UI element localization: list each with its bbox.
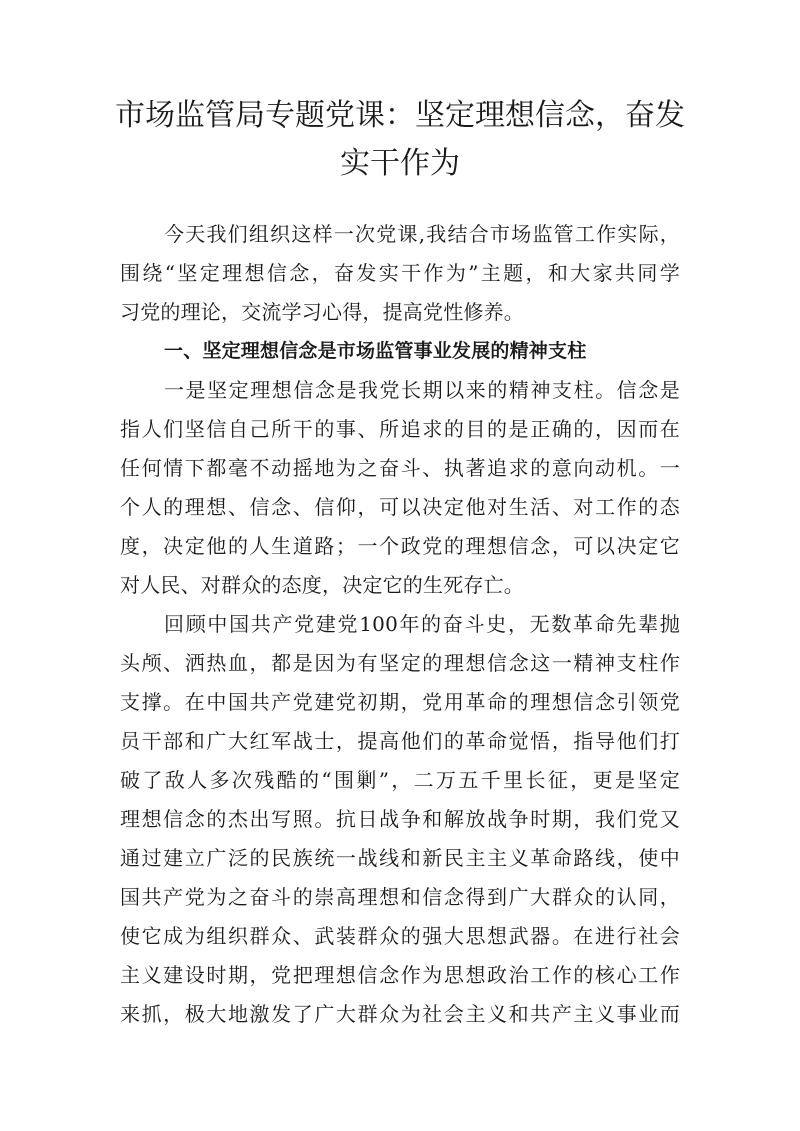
paragraph-line: 习党的理论，交流学习心得，提高党性修养。 (120, 300, 524, 324)
paragraph-line: 围绕“坚定理想信念，奋发实干作为”主题，和大家共同学 (120, 261, 680, 285)
paragraph-line: 对人民、对群众的态度，决定它的生死存亡。 (120, 573, 524, 597)
paragraph-line: 个人的理想、信念、信仰，可以决定他对生活、对工作的态 (120, 495, 680, 519)
paragraph-line: 今天我们组织这样一次党课,我结合市场监管工作实际， (164, 222, 680, 246)
paragraph-line: 主义建设时期，党把理想信念作为思想政治工作的核心工作 (120, 963, 680, 987)
paragraph-line: 回顾中国共产党建党100年的奋斗史，无数革命先辈抛 (164, 612, 680, 636)
paragraph-line: 头颅、洒热血，都是因为有坚定的理想信念这一精神支柱作 (120, 651, 680, 675)
title-line-1: 市场监管局专题党课：坚定理想信念，奋发 (115, 98, 685, 133)
paragraph-line: 使它成为组织群众、武装群众的强大思想武器。在进行社会 (120, 924, 680, 948)
document-title (100, 92, 700, 188)
title-line-2: 实干作为 (340, 146, 460, 181)
paragraph-line: 任何情下都毫不动摇地为之奋斗、执著追求的意向动机。一 (120, 456, 680, 480)
paragraph-line: 理想信念的杰出写照。抗日战争和解放战争时期，我们党又 (120, 807, 680, 831)
paragraph-line: 来抓，极大地激发了广大群众为社会主义和共产主义事业而 (120, 1002, 680, 1026)
paragraph-line: 破了敌人多次残酷的“围剿”，二万五千里长征，更是坚定 (120, 768, 680, 792)
paragraph-line: 指人们坚信自己所干的事、所追求的目的是正确的，因而在 (120, 417, 680, 441)
paragraph-line: 一是坚定理想信念是我党长期以来的精神支柱。信念是 (164, 378, 680, 402)
paragraph-line: 度，决定他的人生道路；一个政党的理想信念，可以决定它 (120, 534, 680, 558)
paragraph-line: 国共产党为之奋斗的崇高理想和信念得到广大群众的认同， (120, 885, 680, 909)
paragraph-line: 员干部和广大红军战士，提高他们的革命觉悟，指导他们打 (120, 729, 680, 753)
paragraph-line: 通过建立广泛的民族统一战线和新民主主义革命路线，使中 (120, 846, 680, 870)
document-body (120, 215, 680, 1034)
section-heading: 一、坚定理想信念是市场监管事业发展的精神支柱 (164, 340, 587, 362)
paragraph-line: 支撑。在中国共产党建党初期，党用革命的理想信念引领党 (120, 690, 680, 714)
